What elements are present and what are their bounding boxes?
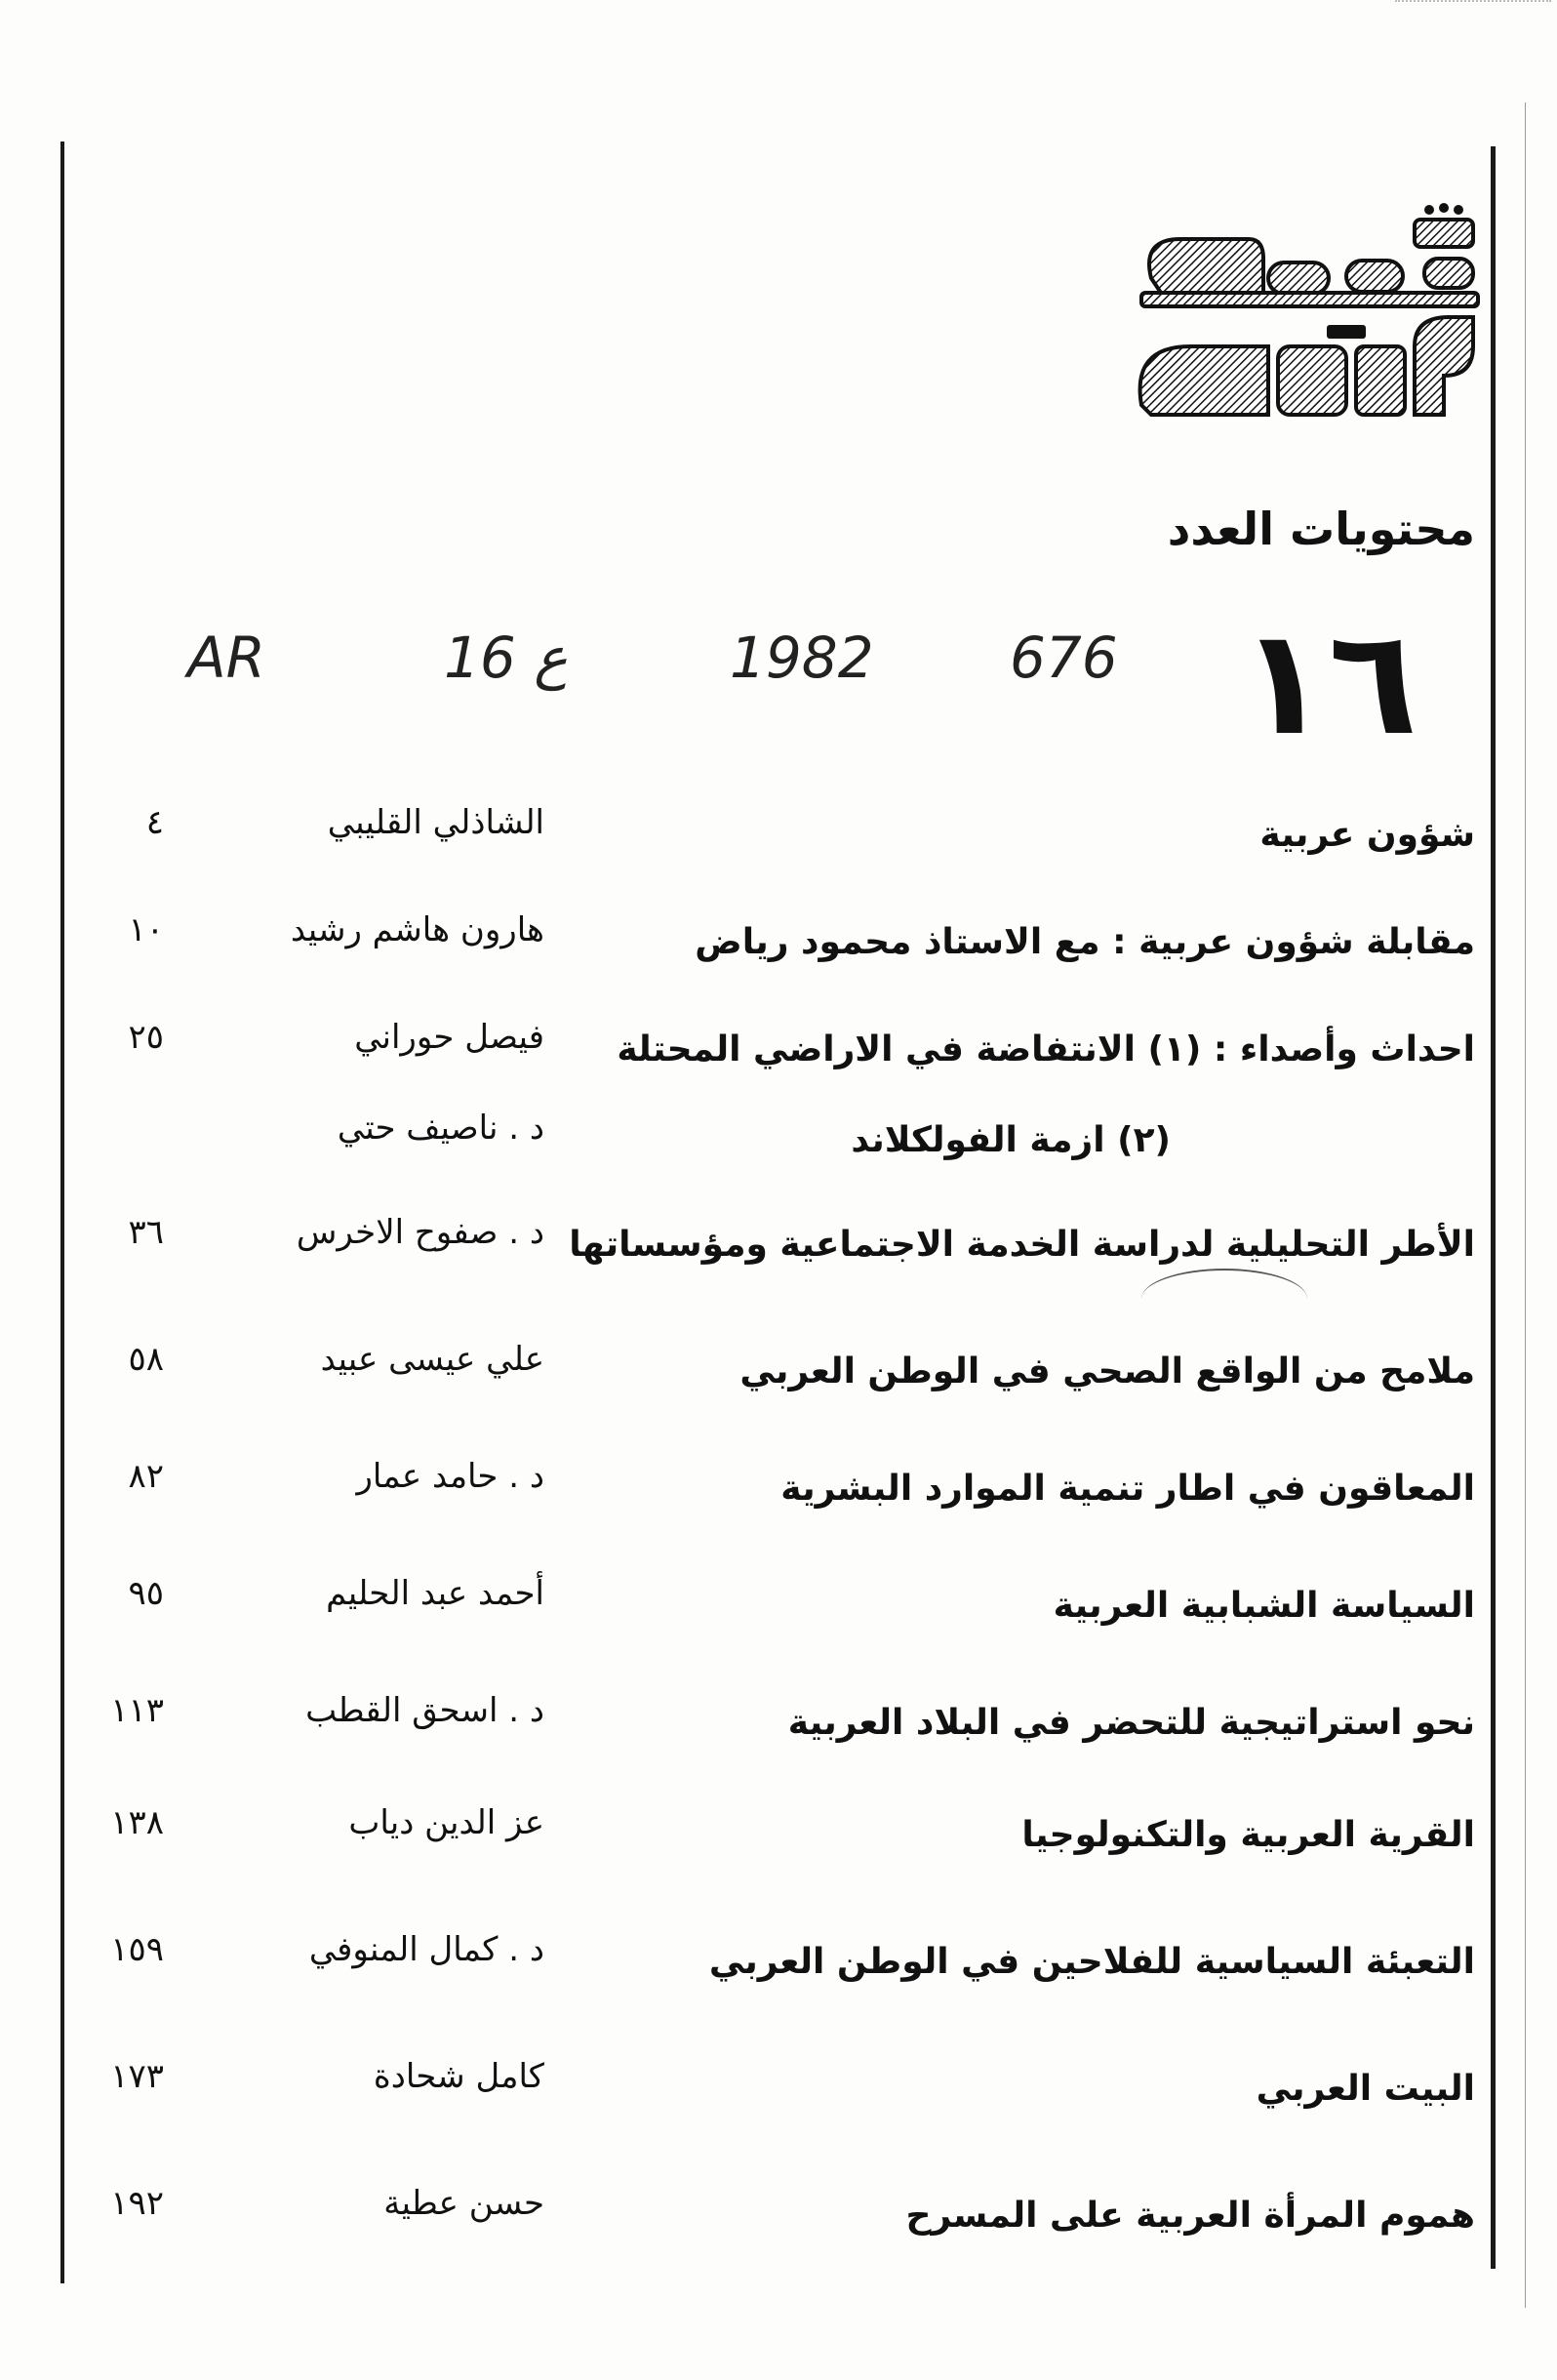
- toc-row: [0, 1691, 1557, 1761]
- toc-page-number: ٤: [145, 803, 164, 842]
- toc-page-number: ٢٥: [128, 1018, 164, 1057]
- toc-author: كامل شحادة: [373, 2057, 544, 2096]
- toc-row: [0, 1340, 1557, 1410]
- toc-author: حسن عطية: [383, 2184, 544, 2223]
- toc-page-number: ٩٥: [128, 1574, 164, 1613]
- toc-row: [0, 1574, 1557, 1644]
- toc-author: علي عيسى عبيد: [320, 1340, 544, 1379]
- toc-page-number: ١٧٣: [110, 2057, 164, 2096]
- toc-row: [0, 1930, 1557, 2000]
- toc-page-number: ١١٣: [110, 1691, 164, 1730]
- toc-title: شؤون عربية: [1259, 815, 1475, 855]
- toc-title: التعبئة السياسية للفلاحين في الوطن العربي: [708, 1942, 1475, 1982]
- toc-title: نحو استراتيجية للتحضر في البلاد العربية: [787, 1703, 1475, 1743]
- toc-author: د . حامد عمار: [356, 1457, 544, 1496]
- toc-title: البيت العربي: [1256, 2069, 1475, 2109]
- toc-title: السياسة الشبابية العربية: [1053, 1586, 1475, 1626]
- toc-title: القرية العربية والتكنولوجيا: [1021, 1815, 1475, 1855]
- toc-author: د . اسحق القطب: [305, 1691, 544, 1730]
- toc-author: الشاذلي القليبي: [327, 803, 544, 842]
- issue-number: ١٦: [1239, 598, 1418, 768]
- toc-page-number: ١٩٢: [110, 2184, 164, 2223]
- toc-row: [0, 910, 1557, 981]
- toc-author: هارون هاشم رشيد: [290, 910, 544, 949]
- toc-page-number: ١٥٩: [110, 1930, 164, 1969]
- toc-page-number: ٣٦: [128, 1213, 164, 1252]
- toc-author: أحمد عبد الحليم: [326, 1574, 544, 1613]
- handwritten-code-2: 16 ع: [444, 625, 568, 691]
- toc-row: [0, 1018, 1557, 1088]
- toc-page-number: ٨٢: [128, 1457, 164, 1496]
- toc-row: [0, 1109, 1557, 1179]
- toc-title: الأطر التحليلية لدراسة الخدمة الاجتماعية ومؤسساتها: [569, 1225, 1475, 1265]
- handwritten-code-4: 676: [1010, 625, 1118, 691]
- toc-row: [0, 2057, 1557, 2127]
- toc-title: (٢) ازمة الفولكلاند: [851, 1120, 1171, 1160]
- toc-row: [0, 1457, 1557, 1527]
- toc-author: د . ناصيف حتي: [337, 1109, 544, 1148]
- toc-page-number: ١٠: [128, 910, 164, 949]
- toc-page-number: ١٣٨: [110, 1803, 164, 1842]
- toc-title: ملامح من الواقع الصحي في الوطن العربي: [739, 1351, 1475, 1392]
- toc-title: احداث وأصداء : (١) الانتفاضة في الاراضي المحتلة: [617, 1029, 1475, 1069]
- toc-title: المعاقون في اطار تنمية الموارد البشرية: [780, 1469, 1475, 1509]
- toc-row: [0, 1803, 1557, 1874]
- toc-author: عز الدين دياب: [348, 1803, 544, 1842]
- toc-author: د . صفوح الاخرس: [296, 1213, 544, 1252]
- toc-author: د . كمال المنوفي: [308, 1930, 544, 1969]
- toc-row: [0, 1213, 1557, 1283]
- toc-title: مقابلة شؤون عربية : مع الاستاذ محمود رياض: [695, 922, 1475, 962]
- handwritten-code-1: AR: [187, 625, 265, 691]
- toc-row: [0, 803, 1557, 873]
- contents-heading: محتويات العدد: [1167, 503, 1475, 555]
- handwritten-code-3: 1982: [730, 625, 874, 691]
- toc-title: هموم المرأة العربية على المسرح: [905, 2196, 1475, 2236]
- toc-author: فيصل حوراني: [354, 1018, 544, 1057]
- toc-page-number: ٥٨: [128, 1340, 164, 1379]
- toc-row: [0, 2184, 1557, 2254]
- pen-stroke: [1141, 1269, 1307, 1329]
